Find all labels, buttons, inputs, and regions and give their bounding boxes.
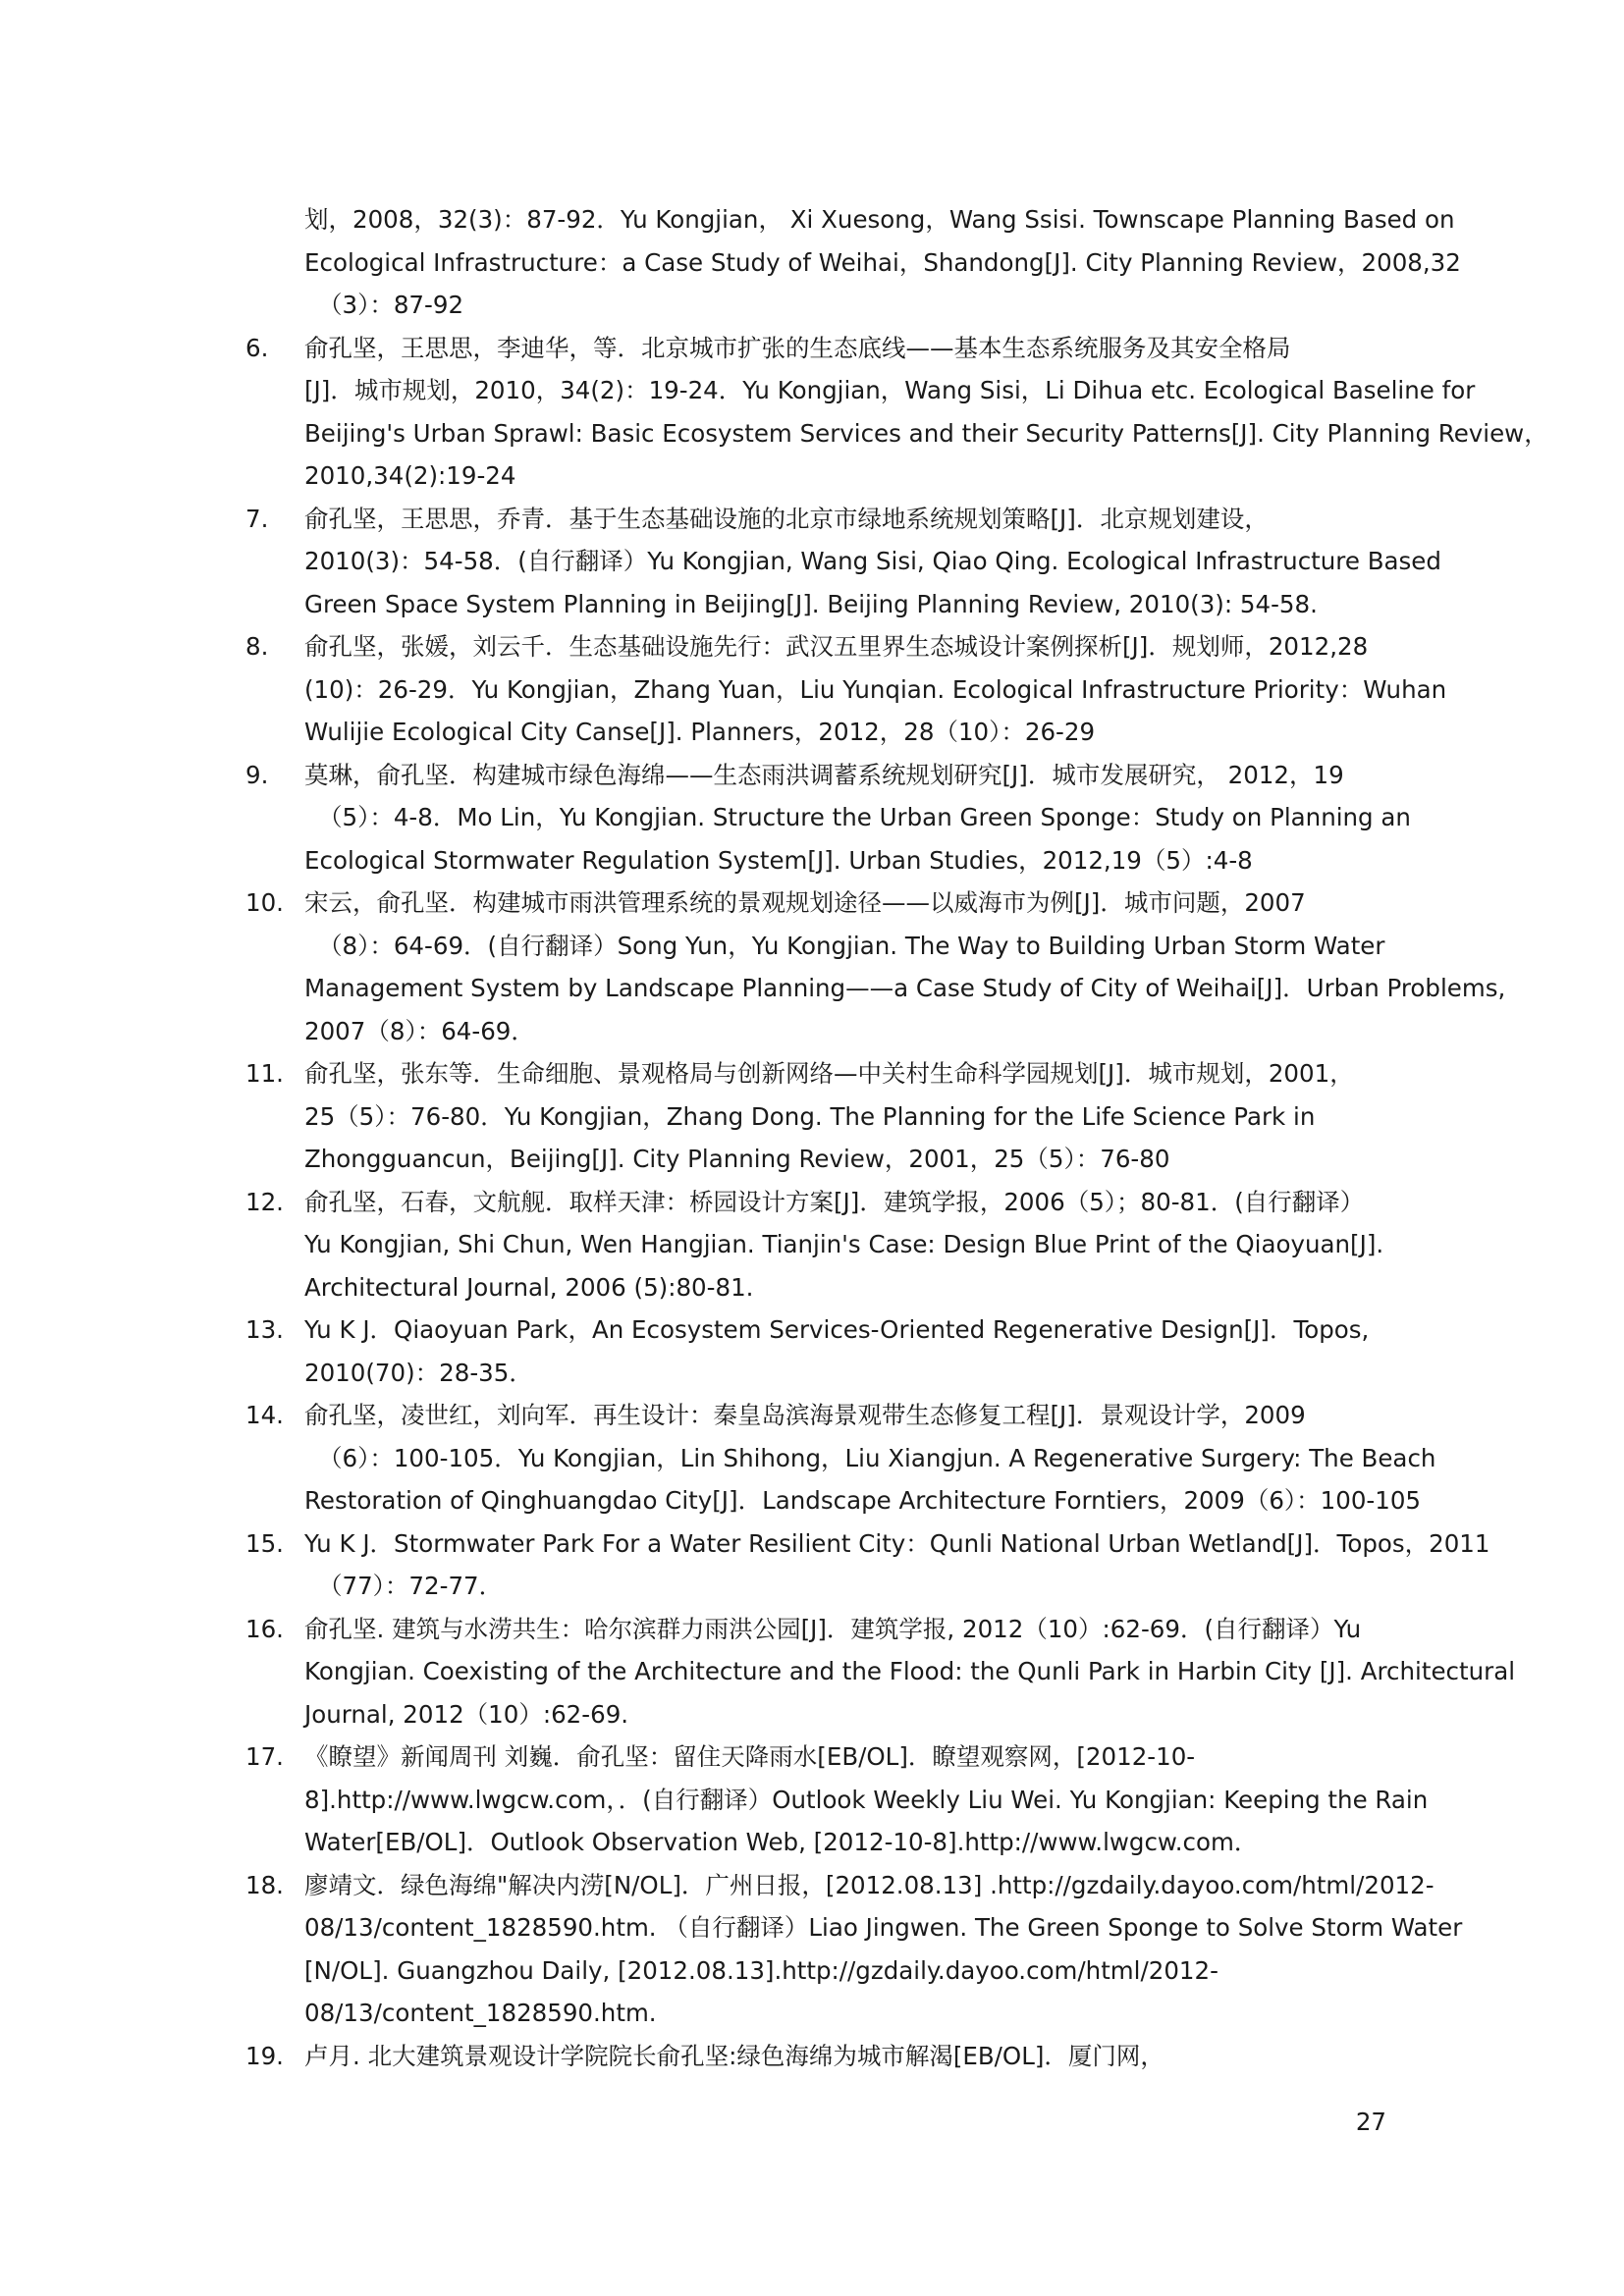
reference-text: 08/13/content_1828590.htm. （自行翻译）Liao Jingwen. The Green Sponge to Solve Storm Water	[304, 1913, 1463, 1942]
reference-number: 15.	[245, 1528, 284, 1558]
reference-line	[0, 1693, 1624, 1736]
reference-text: (10)：26-29．Yu Kongjian，Zhang Yuan，Liu Yunqian. Ecological Infrastructure Priority：Wuhan	[304, 674, 1447, 704]
reference-text: 俞孔坚. 建筑与水涝共生：哈尔滨群力雨洪公园[J]．建筑学报, 2012（10）:62-69．(自行翻译）Yu	[304, 1614, 1362, 1643]
reference-text: 划，2008，32(3)：87-92．Yu Kongjian， Xi Xuesong，Wang Ssisi. Townscape Planning Based on	[304, 205, 1455, 234]
reference-line	[0, 881, 1624, 925]
reference-entry	[0, 1394, 1624, 1522]
reference-number: 14.	[245, 1401, 284, 1429]
reference-entry	[0, 754, 1624, 882]
reference-text: Kongjian. Coexisting of the Architecture and the Flood: the Qunli Park in Harbin City [J]. Architectural	[304, 1657, 1516, 1685]
reference-number: 10.	[245, 888, 284, 917]
reference-text: Yu Kongjian, Shi Chun, Wen Hangjian. Tianjin's Case: Design Blue Print of the Qiaoyuan[J].	[304, 1230, 1384, 1258]
reference-text: 2010,34(2):19-24	[304, 461, 516, 490]
reference-line	[0, 1052, 1624, 1095]
reference-line	[0, 284, 1624, 327]
reference-line	[0, 1479, 1624, 1522]
reference-entry	[0, 1308, 1624, 1394]
reference-line	[0, 369, 1624, 412]
reference-line	[0, 1522, 1624, 1566]
reference-entry	[0, 1522, 1624, 1608]
page-number: 27	[1355, 2108, 1386, 2136]
reference-entry	[0, 1608, 1624, 1736]
reference-line	[0, 796, 1624, 839]
reference-line	[0, 327, 1624, 370]
reference-number: 8.	[245, 632, 269, 661]
reference-line	[0, 1010, 1624, 1053]
reference-number: 17.	[245, 1742, 284, 1771]
reference-text: 俞孔坚，王思思，乔青．基于生态基础设施的北京市绿地系统规划策略[J]．北京规划建设，	[304, 504, 1269, 533]
reference-text: 2010(70)：28-35．	[304, 1358, 533, 1387]
reference-list	[0, 198, 1624, 2077]
reference-text: （77）：72-77．	[318, 1572, 504, 1600]
reference-text: Yu K J．Stormwater Park For a Water Resilient City：Qunli National Urban Wetland[J]．Topos，2011	[304, 1528, 1490, 1558]
reference-number: 12.	[245, 1187, 284, 1216]
reference-number: 13.	[245, 1315, 284, 1344]
reference-text: Management System by Landscape Planning——a Case Study of City of Weihai[J]．Urban Problems,	[304, 974, 1506, 1002]
reference-entry	[0, 498, 1624, 626]
reference-text: Journal, 2012（10）:62-69.	[304, 1699, 629, 1729]
reference-line	[0, 1565, 1624, 1608]
reference-entry	[0, 625, 1624, 754]
reference-text: 卢月. 北大建筑景观设计学院院长俞孔坚:绿色海绵为城市解渴[EB/OL]．厦门网，	[304, 2041, 1164, 2070]
reference-line	[0, 711, 1624, 754]
reference-text: [N/OL]. Guangzhou Daily, [2012.08.13].http://gzdaily.dayoo.com/html/2012-	[304, 1955, 1218, 1985]
reference-line	[0, 1992, 1624, 2035]
reference-line	[0, 540, 1624, 583]
reference-entry	[0, 198, 1624, 327]
reference-text: 俞孔坚，凌世红，刘向军．再生设计：秦皇岛滨海景观带生态修复工程[J]．景观设计学，2009	[304, 1401, 1306, 1429]
reference-text: 廖靖文．绿色海绵"解决内涝[N/OL]．广州日报，[2012.08.13] .http://gzdaily.dayoo.com/html/2012-	[304, 1870, 1435, 1899]
reference-text: Green Space System Planning in Beijing[J]. Beijing Planning Review, 2010(3): 54-58.	[304, 589, 1318, 618]
reference-line	[0, 583, 1624, 626]
reference-line	[0, 1864, 1624, 1907]
reference-number: 19.	[245, 2041, 284, 2070]
reference-entry	[0, 1735, 1624, 1864]
reference-text: （3）：87-92	[318, 291, 464, 319]
reference-text: 莫琳，俞孔坚．构建城市绿色海绵——生态雨洪调蓄系统规划研究[J]．城市发展研究， 2012，19	[304, 760, 1344, 789]
reference-text: Ecological Stormwater Regulation System[J]. Urban Studies，2012,19（5）:4-8	[304, 845, 1253, 875]
reference-text: 俞孔坚，张东等．生命细胞、景观格局与创新网络—中关村生命科学园规划[J]．城市规划，2001，	[304, 1059, 1354, 1088]
reference-number: 9.	[245, 760, 269, 789]
reference-line	[0, 2035, 1624, 2078]
reference-line	[0, 1181, 1624, 1224]
reference-text: 8].http://www.lwgcw.com，．(自行翻译）Outlook Weekly Liu Wei. Yu Kongjian: Keeping the Rain	[304, 1785, 1429, 1814]
reference-line	[0, 1650, 1624, 1693]
reference-line	[0, 498, 1624, 541]
reference-text: Water[EB/OL]．Outlook Observation Web, [2012-10-8].http://www.lwgcw.com．	[304, 1828, 1259, 1856]
reference-entry	[0, 327, 1624, 498]
reference-text: 2007（8）：64-69．	[304, 1016, 535, 1045]
reference-text: （8）：64-69．(自行翻译）Song Yun，Yu Kongjian. The Way to Building Urban Storm Water	[318, 931, 1385, 960]
reference-line	[0, 1779, 1624, 1822]
reference-entry	[0, 1864, 1624, 2035]
reference-number: 16.	[245, 1614, 284, 1643]
reference-text: 08/13/content_1828590.htm.	[304, 1999, 657, 2027]
reference-text: Restoration of Qinghuangdao City[J]．Landscape Architecture Forntiers，2009（6）：100-105	[304, 1486, 1422, 1515]
reference-line	[0, 1095, 1624, 1139]
reference-number: 6.	[245, 333, 269, 362]
reference-line	[0, 198, 1624, 241]
reference-line	[0, 1138, 1624, 1181]
reference-text: Architectural Journal, 2006 (5):80-81.	[304, 1272, 754, 1302]
reference-text: Yu K J．Qiaoyuan Park，An Ecosystem Services-Oriented Regenerative Design[J]．Topos,	[304, 1315, 1370, 1344]
reference-text: 25（5）：76-80．Yu Kongjian，Zhang Dong. The Planning for the Life Science Park in	[304, 1101, 1316, 1131]
reference-line	[0, 967, 1624, 1010]
reference-line	[0, 412, 1624, 455]
reference-line	[0, 1735, 1624, 1779]
reference-text: 2010(3)：54-58．(自行翻译）Yu Kongjian, Wang Sisi, Qiao Qing. Ecological Infrastructure Based	[304, 547, 1441, 575]
reference-text: [J]．城市规划，2010，34(2)：19-24．Yu Kongjian，Wang Sisi，Li Dihua etc. Ecological Baseline for	[304, 376, 1476, 404]
reference-text: Zhongguancun，Beijing[J]. City Planning Review，2001，25（5）：76-80	[304, 1145, 1170, 1173]
reference-text: （6）：100-105．Yu Kongjian，Lin Shihong，Liu Xiangjun. A Regenerative Surgery: The Beach	[318, 1443, 1436, 1472]
reference-text: （5）：4-8．Mo Lin，Yu Kongjian. Structure the Urban Green Sponge：Study on Planning an	[318, 803, 1411, 831]
reference-line	[0, 1266, 1624, 1309]
reference-text: Wulijie Ecological City Canse[J]. Planners，2012，28（10）：26-29	[304, 718, 1096, 746]
reference-number: 18.	[245, 1870, 284, 1899]
reference-text: 俞孔坚，石春，文航舰．取样天津：桥园设计方案[J]．建筑学报，2006（5）；80-81．(自行翻译）	[304, 1187, 1365, 1216]
reference-line	[0, 925, 1624, 968]
reference-line	[0, 1308, 1624, 1352]
reference-entry	[0, 2035, 1624, 2078]
reference-line	[0, 754, 1624, 797]
reference-entry	[0, 881, 1624, 1052]
reference-line	[0, 1223, 1624, 1266]
reference-line	[0, 1906, 1624, 1949]
reference-text: 《瞭望》新闻周刊 刘巍．俞孔坚：留住天降雨水[EB/OL]．瞭望观察网，[2012-10-	[304, 1742, 1196, 1771]
reference-line	[0, 1949, 1624, 1993]
reference-entry	[0, 1052, 1624, 1181]
reference-line	[0, 668, 1624, 712]
reference-line	[0, 1437, 1624, 1480]
reference-text: 俞孔坚，王思思，李迪华，等．北京城市扩张的生态底线——基本生态系统服务及其安全格局	[304, 333, 1291, 362]
reference-line	[0, 1394, 1624, 1437]
reference-line	[0, 1608, 1624, 1651]
reference-line	[0, 241, 1624, 285]
reference-line	[0, 1821, 1624, 1864]
reference-text: Ecological Infrastructure：a Case Study of Weihai，Shandong[J]. City Planning Review，2008,32	[304, 247, 1461, 277]
reference-text: 宋云，俞孔坚．构建城市雨洪管理系统的景观规划途径——以威海市为例[J]．城市问题，2007	[304, 888, 1306, 917]
reference-number: 7.	[245, 504, 269, 533]
reference-number: 11.	[245, 1059, 284, 1088]
reference-entry	[0, 1181, 1624, 1309]
reference-line	[0, 839, 1624, 882]
reference-line	[0, 454, 1624, 498]
reference-line	[0, 625, 1624, 668]
reference-line	[0, 1352, 1624, 1395]
reference-text: Beijing's Urban Sprawl: Basic Ecosystem Services and their Security Patterns[J]. City Planning Review，	[304, 418, 1548, 448]
reference-text: 俞孔坚，张媛，刘云千．生态基础设施先行：武汉五里界生态城设计案例探析[J]．规划师，2012,28	[304, 632, 1369, 661]
